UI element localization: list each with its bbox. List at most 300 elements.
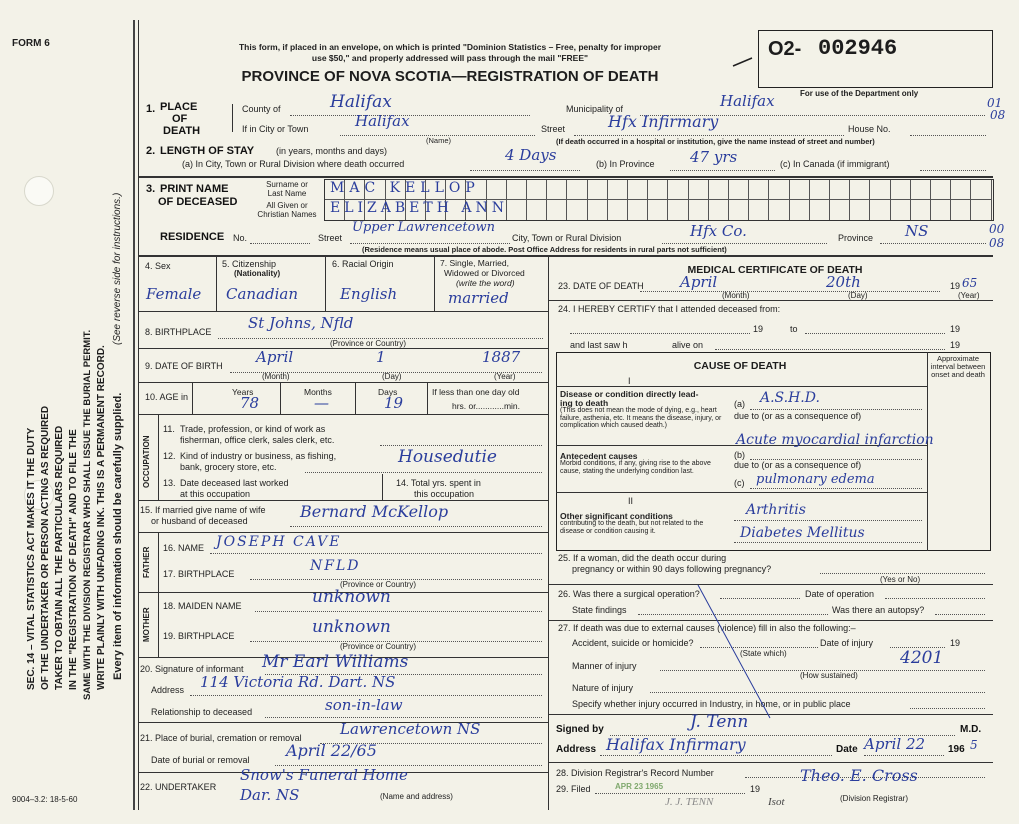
signed-label: Signed by xyxy=(556,724,604,735)
mother-side-label: MOTHER xyxy=(142,607,151,642)
name-grid-cell xyxy=(729,180,749,200)
name-grid-cell xyxy=(608,200,628,220)
name-grid-cell xyxy=(891,200,911,220)
name-grid-cell xyxy=(749,200,769,220)
name-num: 3. xyxy=(146,183,156,195)
other-label: Other significant conditions xyxy=(560,511,673,521)
left-border-line-2 xyxy=(138,20,139,810)
name-grid-cell xyxy=(870,200,890,220)
q13-num: 13. xyxy=(163,478,176,488)
form-label: FORM 6 xyxy=(12,38,50,49)
stay-b-label: (b) In Province xyxy=(596,159,655,169)
father-name-line xyxy=(210,553,542,554)
q24-label: 24. I HEREBY CERTIFY that I attended deceased from: xyxy=(558,304,781,314)
q14-divider xyxy=(382,474,383,500)
q24-last-saw: and last saw h xyxy=(570,340,628,350)
dob-day: 1 xyxy=(376,348,386,366)
side-text-6: WRITE PLAINLY WITH UNFADING INK. THIS IS A PERMANENT RECORD. xyxy=(96,345,107,690)
surname-label-2: Last Name xyxy=(267,189,307,198)
q24-to: to xyxy=(790,324,798,334)
cause-a-line xyxy=(750,409,922,410)
name-grid-cell xyxy=(507,180,527,200)
q12-line xyxy=(305,472,542,473)
name-grid-cell xyxy=(588,180,608,200)
name-grid-cell xyxy=(749,180,769,200)
q11-line xyxy=(380,445,542,446)
name-grid-cell xyxy=(668,180,688,200)
side-text-8: (See reverse side for instructions.) xyxy=(112,192,123,345)
name-grid-cell xyxy=(668,200,688,220)
name-grid-cell xyxy=(870,180,890,200)
name-grid-cell xyxy=(830,180,850,200)
q11-line-1: Trade, profession, or kind of work as xyxy=(180,424,326,434)
hospital-note: (If death occurred in a hospital or institution, give the name instead of street and number) xyxy=(556,137,875,146)
date-label: Date xyxy=(836,744,858,755)
name-grid-cell xyxy=(567,180,587,200)
personal-divider-1 xyxy=(216,255,217,311)
name-grid-cell xyxy=(830,200,850,220)
side-text-7: Every item of information should be carefully supplied. xyxy=(112,392,124,680)
place-of-death-label-3: DEATH xyxy=(163,125,201,137)
q26-line-c xyxy=(638,614,828,615)
date-year: 5 xyxy=(970,738,978,752)
municipality-label: Municipality of xyxy=(566,104,624,114)
name-grid-cell xyxy=(911,200,931,220)
sex-label: 4. Sex xyxy=(145,261,171,271)
residence-province-label: Province xyxy=(838,233,874,243)
name-grid-cell xyxy=(850,200,870,220)
q23-label: 23. DATE OF DEATH xyxy=(558,281,644,291)
q23-day-caption: (Day) xyxy=(848,291,868,300)
residence-division-label: City, Town or Rural Division xyxy=(512,233,622,243)
county-label: County of xyxy=(242,104,281,114)
q14-line-2: this occupation xyxy=(414,489,475,499)
residence-division-line xyxy=(662,243,827,244)
birthplace-value: St Johns, Nfld xyxy=(248,314,354,332)
department-use-label: For use of the Department only xyxy=(800,89,919,98)
rule-after-occupation xyxy=(138,500,548,501)
undertaker-caption: (Name and address) xyxy=(380,792,453,801)
q27-line-3: Date of injury xyxy=(820,638,874,648)
dob-day-caption: (Day) xyxy=(382,372,402,381)
disease-label-2: ing to death xyxy=(560,398,609,408)
q11-num: 11. xyxy=(163,424,175,434)
disease-note: (This does not mean the mode of dying, e.g., heart failure, asthenia, etc. It means the disease, injury, or complication which caused death.) xyxy=(560,407,722,429)
q25-line-2: pregnancy or within 90 days following pregnancy? xyxy=(572,564,772,574)
name-grid-cell xyxy=(689,200,709,220)
stay-a-label: (a) In City, Town or Rural Division where death occurred xyxy=(182,159,405,169)
q12-line-2: bank, grocery store, etc. xyxy=(180,462,277,472)
mother-caption: (Province or Country) xyxy=(340,642,417,651)
registrar-signature: Theo. E. Cross xyxy=(800,766,918,785)
other-value-1: Arthritis xyxy=(746,502,806,518)
name-grid-cell xyxy=(567,200,587,220)
given-value: ELIZABETH ANN xyxy=(330,200,508,216)
q24-19-a: 19 xyxy=(753,324,764,334)
birthplace-caption: (Province or Country) xyxy=(330,339,407,348)
cause-c-marker: (c) xyxy=(734,478,745,488)
footer-tenn-note: J. J. TENN xyxy=(665,796,714,808)
undertaker-value-2: Dar. NS xyxy=(240,786,300,804)
occupation-side-divider xyxy=(158,414,159,500)
informant-relationship-line xyxy=(265,717,542,718)
place-bracket xyxy=(232,104,233,132)
q11-line-2: fisherman, office clerk, sales clerk, etc. xyxy=(180,435,335,445)
q27-line-2: Accident, suicide or homicide? xyxy=(572,638,694,648)
stay-label-note: (in years, months and days) xyxy=(276,146,388,156)
punch-hole-top xyxy=(24,176,54,206)
q27-line-d xyxy=(650,692,985,693)
interval-divider xyxy=(927,352,928,551)
age-less-1: If less than one day old xyxy=(432,387,520,397)
residence-street-label: Street xyxy=(318,233,343,243)
q13-line-1: Date deceased last worked xyxy=(180,478,289,488)
age-divider-4 xyxy=(427,382,428,414)
q27-line-6: (How sustained) xyxy=(800,671,858,680)
q29-19: 19 xyxy=(750,784,761,794)
disease-label-1: Disease or condition directly lead- xyxy=(560,389,699,399)
residence-no-line xyxy=(250,243,310,244)
name-grid-cell xyxy=(689,180,709,200)
registration-prefix: O2- xyxy=(768,38,802,60)
dob-month: April xyxy=(256,348,294,366)
name-grid-cell xyxy=(951,200,971,220)
name-grid-cell xyxy=(608,180,628,200)
age-months-label: Months xyxy=(304,387,332,397)
q24-line-c xyxy=(715,349,945,350)
name-grid-cell xyxy=(628,200,648,220)
q25-line xyxy=(820,573,985,574)
burial-label-2: Date of burial or removal xyxy=(151,755,250,765)
dob-year-caption: (Year) xyxy=(494,372,516,381)
occupation-side-label: OCCUPATION xyxy=(142,435,151,488)
q23-year-prefix: 19 xyxy=(950,281,961,291)
q27-line-4: (State which) xyxy=(740,649,787,658)
mother-birthplace-label: 19. BIRTHPLACE xyxy=(163,631,235,641)
age-divider-1 xyxy=(192,382,193,414)
rule-after-q27 xyxy=(548,714,993,715)
envelope-notice-1: This form, if placed in an envelope, on which is printed "Dominion Statistics – Free, penalty for improper xyxy=(238,42,662,52)
envelope-notice-2: use $50," and properly addressed will pass through the mail "FREE" xyxy=(311,53,589,63)
marital-label-3: (write the word) xyxy=(456,278,515,288)
cause-header-rule xyxy=(556,386,928,387)
name-grid-cell xyxy=(971,180,991,200)
given-label-2: Christian Names xyxy=(257,210,317,219)
age-days-value: 19 xyxy=(384,394,404,412)
marital-label-1: 7. Single, Married, xyxy=(440,258,509,268)
signed-value: J. Tenn xyxy=(690,712,749,732)
rule-after-signature xyxy=(548,762,993,763)
county-value: Halifax xyxy=(330,92,392,112)
burial-date-value: April 22/65 xyxy=(286,741,377,760)
q25-line-1: 25. If a woman, did the death occur during xyxy=(558,553,727,563)
mother-birthplace-value: unknown xyxy=(312,617,391,637)
residence-street-line xyxy=(350,243,510,244)
name-grid-cell xyxy=(628,180,648,200)
name-grid-cell xyxy=(971,200,991,220)
date-value: April 22 xyxy=(864,735,926,753)
name-grid-cell xyxy=(769,180,789,200)
roman-2: II xyxy=(628,496,634,506)
house-label: House No. xyxy=(848,124,891,134)
name-grid-cell xyxy=(769,200,789,220)
age-less-2: hrs. or............min. xyxy=(452,401,521,411)
stay-a-line xyxy=(470,170,580,171)
rule-after-stay xyxy=(138,176,993,178)
citizenship-value: Canadian xyxy=(226,285,299,303)
name-grid-cell xyxy=(790,200,810,220)
surname-value: MAC KELLOP xyxy=(330,180,480,196)
residence-division-value: Hfx Co. xyxy=(690,222,747,240)
marital-value: married xyxy=(448,289,509,307)
q26-line-b xyxy=(885,598,985,599)
personal-divider-2 xyxy=(325,255,326,311)
age-divider-2 xyxy=(280,382,281,414)
q12-num: 12. xyxy=(163,451,176,461)
q12-line-1: Kind of industry or business, as fishing, xyxy=(180,451,337,461)
undertaker-label: 22. UNDERTAKER xyxy=(140,782,217,792)
address-label: Address xyxy=(556,744,597,755)
burial-place-value: Lawrencetown NS xyxy=(340,720,481,738)
mother-maiden-line xyxy=(255,611,542,612)
roman-1: I xyxy=(628,376,631,386)
age-years-label: Years xyxy=(232,387,254,397)
cause-c-line xyxy=(750,488,922,489)
birthplace-label: 8. BIRTHPLACE xyxy=(145,327,212,337)
q24-line-a xyxy=(570,333,750,334)
q27-line-7: Nature of injury xyxy=(572,683,634,693)
residence-label: RESIDENCE xyxy=(160,231,225,243)
due-to-1: due to (or as a consequence of) xyxy=(734,411,862,421)
spouse-label-2: or husband of deceased xyxy=(151,516,248,526)
racial-label: 6. Racial Origin xyxy=(332,259,394,269)
father-caption: (Province or Country) xyxy=(340,580,417,589)
other-value-2: Diabetes Mellitus xyxy=(740,525,865,541)
name-grid-cell xyxy=(709,200,729,220)
footer-isot-note: Isot xyxy=(768,796,785,808)
street-value: Hfx Infirmary xyxy=(608,112,719,131)
rule-after-spouse xyxy=(138,532,548,533)
burial-label-1: 21. Place of burial, cremation or removal xyxy=(140,733,302,743)
residence-no-label: No. xyxy=(233,233,248,243)
stay-num: 2. xyxy=(146,145,156,157)
q23-year: 65 xyxy=(962,276,978,290)
cause-a-marker: (a) xyxy=(734,399,745,409)
name-grid-cell xyxy=(850,180,870,200)
q14-line-1: 14. Total yrs. spent in xyxy=(396,478,481,488)
sex-value: Female xyxy=(146,285,202,303)
q26-line-2: Date of operation xyxy=(805,589,875,599)
q24-line-b xyxy=(805,333,945,334)
cause-a-value: A.S.H.D. xyxy=(760,390,820,406)
side-text-4: IN THE "REGISTRATION OF DEATH" AND TO FILE THE xyxy=(68,429,79,690)
surname-label-1: Surname or xyxy=(266,180,308,189)
name-grid-cell xyxy=(931,200,951,220)
stay-label: LENGTH OF STAY xyxy=(160,145,255,157)
q24-alive-on: alive on xyxy=(672,340,704,350)
name-grid-cell xyxy=(648,180,668,200)
department-code-2: 08 xyxy=(990,108,1006,122)
informant-label: 20. Signature of informant xyxy=(140,664,244,674)
name-grid-cell xyxy=(527,200,547,220)
name-label-2: OF DECEASED xyxy=(158,196,238,208)
informant-relationship-label: Relationship to deceased xyxy=(151,707,253,717)
dob-year: 1887 xyxy=(482,348,521,366)
name-grid-cell xyxy=(931,180,951,200)
rule-after-q25 xyxy=(548,584,993,585)
date-line xyxy=(864,755,944,756)
father-birthplace-value: NFLD xyxy=(310,558,361,574)
father-name-value: JOSEPH CAVE xyxy=(216,534,342,550)
side-text-3: TAKER TO OBTAIN ALL THE PARTICULARS REQUIRED xyxy=(54,425,65,690)
q27-line-1: 27. If death was due to external causes (violence) fill in also the following:– xyxy=(558,623,856,633)
place-of-death-label-2: OF xyxy=(172,113,188,125)
city-value: Halifax xyxy=(355,112,410,130)
father-name-label: 16. NAME xyxy=(163,543,205,553)
name-grid-cell xyxy=(891,180,911,200)
house-line xyxy=(910,135,986,136)
stay-b-line xyxy=(670,170,775,171)
date-year-prefix: 196 xyxy=(948,744,965,755)
citizenship-label: 5. Citizenship xyxy=(222,259,277,269)
county-line xyxy=(290,115,530,116)
code-4201: 4201 xyxy=(900,648,944,668)
stay-a-value: 4 Days xyxy=(505,146,557,164)
dob-month-caption: (Month) xyxy=(262,372,290,381)
address-line xyxy=(600,755,832,756)
name-grid-cell xyxy=(547,180,567,200)
due-to-2: due to (or as a consequence of) xyxy=(734,460,862,470)
mother-side-divider xyxy=(158,592,159,657)
residence-code-1: 00 xyxy=(989,222,1005,236)
medical-title: MEDICAL CERTIFICATE OF DEATH xyxy=(687,264,863,276)
personal-divider-3 xyxy=(434,255,435,311)
stay-c-label: (c) In Canada (if immigrant) xyxy=(780,159,890,169)
q26-line-d xyxy=(935,614,985,615)
name-grid-cell xyxy=(648,200,668,220)
citizenship-note: (Nationality) xyxy=(234,269,281,278)
municipality-value: Halifax xyxy=(720,92,775,110)
name-grid-cell xyxy=(709,180,729,200)
other-line-1 xyxy=(734,520,922,521)
name-grid-cell xyxy=(911,180,931,200)
q13-line-2: at this occupation xyxy=(180,489,251,499)
q26-line-a xyxy=(720,598,800,599)
filed-stamp: APR 23 1965 xyxy=(615,782,664,791)
rule-after-age xyxy=(138,414,548,415)
spouse-value: Bernard McKellop xyxy=(300,502,449,521)
name-grid-cell xyxy=(487,180,507,200)
street-line xyxy=(574,135,844,136)
mother-maiden-label: 18. MAIDEN NAME xyxy=(163,601,242,611)
spouse-line xyxy=(290,526,542,527)
age-years-value: 78 xyxy=(240,394,260,412)
father-side-label: FATHER xyxy=(142,546,151,578)
q27-line-a xyxy=(700,647,818,648)
name-grid-cell xyxy=(790,180,810,200)
name-label-1: PRINT NAME xyxy=(160,183,229,195)
name-grid-cell xyxy=(729,200,749,220)
q29-label: 29. Filed xyxy=(556,784,591,794)
informant-address-value: 114 Victoria Rd. Dart. NS xyxy=(200,673,396,691)
informant-address-label: Address xyxy=(151,685,185,695)
rule-after-residence xyxy=(138,255,993,257)
rule-after-q26 xyxy=(548,620,993,621)
place-of-death-num: 1. xyxy=(146,103,156,115)
q23-month: April xyxy=(680,273,718,291)
q27-line-e xyxy=(910,708,985,709)
name-caption: (Name) xyxy=(426,136,452,145)
q26-line-4: Was there an autopsy? xyxy=(832,605,925,615)
q23-line xyxy=(640,291,940,292)
name-grid-cell xyxy=(588,200,608,220)
street-label: Street xyxy=(541,124,566,134)
name-grid-cell xyxy=(951,180,971,200)
undertaker-value-1: Snow's Funeral Home xyxy=(240,766,408,784)
age-divider-3 xyxy=(355,382,356,414)
other-line-2 xyxy=(734,542,922,543)
informant-relationship-value: son-in-law xyxy=(325,696,403,714)
name-grid-cell xyxy=(810,180,830,200)
q27-19: 19 xyxy=(950,638,961,648)
registration-number: 002946 xyxy=(818,36,898,61)
cause-c-value: pulmonary edema xyxy=(756,472,875,487)
left-border-line xyxy=(133,20,135,810)
name-grid-cell xyxy=(810,200,830,220)
side-text-2: OF THE UNDERTAKER OR PERSON ACTING AS REQUIRED xyxy=(40,405,51,690)
marital-label-2: Widowed or Divorced xyxy=(444,268,525,278)
q29-line xyxy=(595,793,745,794)
informant-value: Mr Earl Williams xyxy=(262,652,409,672)
q12-value: Housedutie xyxy=(398,447,497,467)
q24-19-c: 19 xyxy=(950,340,961,350)
residence-street-value: Upper Lawrencetown xyxy=(352,220,495,235)
side-text-1: SEC. 14 – VITAL STATISTICS ACT MAKES IT THE DUTY xyxy=(26,427,37,690)
q23-month-caption: (Month) xyxy=(722,291,750,300)
stay-b-value: 47 yrs xyxy=(690,148,738,166)
q24-19-b: 19 xyxy=(950,324,961,334)
name-grid-cell xyxy=(547,200,567,220)
address-value: Halifax Infirmary xyxy=(606,735,746,754)
name-grid-cell xyxy=(507,200,527,220)
division-registrar-caption: (Division Registrar) xyxy=(840,794,909,803)
residence-code-2: 08 xyxy=(989,236,1005,250)
q23-day: 20th xyxy=(826,273,861,291)
racial-value: English xyxy=(340,285,398,303)
age-label: 10. AGE in xyxy=(145,392,189,402)
city-label: If in City or Town xyxy=(242,124,309,134)
dob-label: 9. DATE OF BIRTH xyxy=(145,361,223,371)
rule-after-q23 xyxy=(548,300,993,301)
stay-c-line xyxy=(920,170,986,171)
q26-line-1: 26. Was there a surgical operation? xyxy=(558,589,700,599)
cause-title: CAUSE OF DEATH xyxy=(693,360,787,372)
name-grid-cell xyxy=(527,180,547,200)
page-title: PROVINCE OF NOVA SCOTIA—REGISTRATION OF DEATH xyxy=(241,68,659,85)
q23-year-caption: (Year) xyxy=(958,291,980,300)
age-days-label: Days xyxy=(378,387,398,397)
column-divider xyxy=(548,255,549,810)
department-code-1: 01 xyxy=(987,96,1003,110)
place-of-death-label-1: PLACE xyxy=(160,101,198,113)
antecedent-label: Antecedent causes xyxy=(560,451,638,461)
side-text-5: SAME WITH THE DIVISION REGISTRAR WHO SHALL ISSUE THE BURIAL PERMIT. xyxy=(82,329,93,700)
spouse-label-1: 15. If married give name of wife xyxy=(140,505,266,515)
residence-province-value: NS xyxy=(905,222,929,240)
md-label: M.D. xyxy=(960,724,982,735)
father-birthplace-label: 17. BIRTHPLACE xyxy=(163,569,235,579)
father-side-divider xyxy=(158,532,159,592)
